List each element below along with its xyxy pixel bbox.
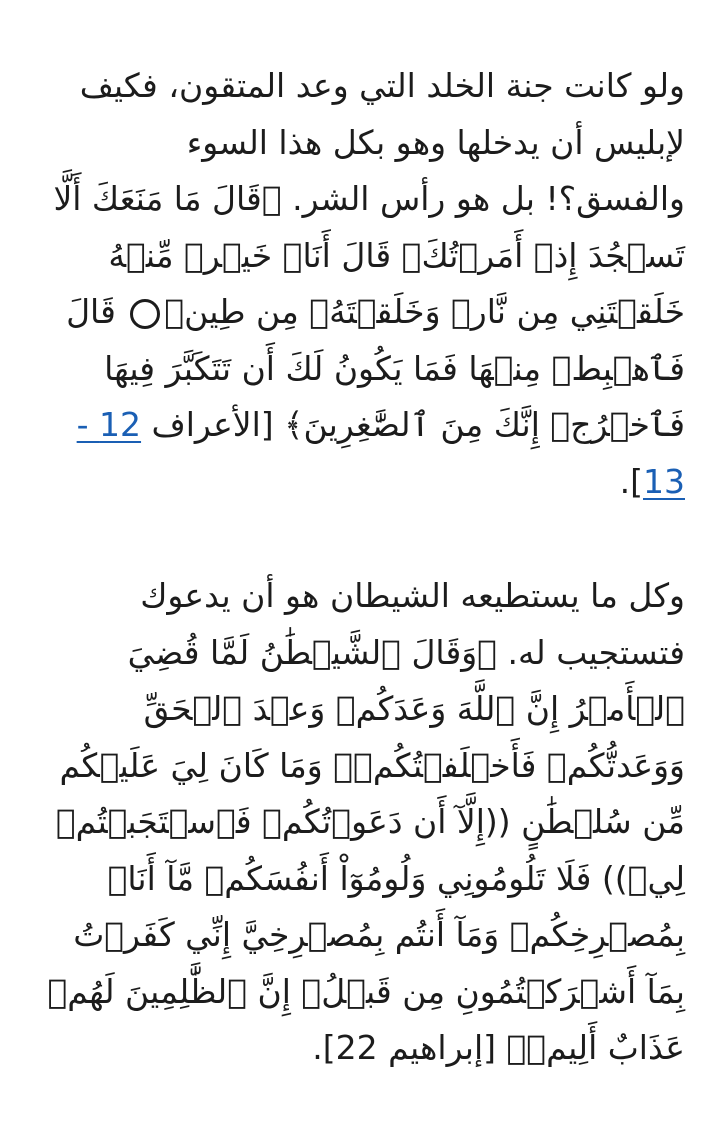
paragraph-iblis-arrogance <box>40 58 685 510</box>
article-body <box>40 58 685 1077</box>
paragraph-text-before: ولو كانت جنة الخلد التي وعد المتقون، فكيف لإبليس أن يدخلها وهو بكل هذا السوء والفسق؟! بل هو رأس الشر. ﴿قَالَ مَا مَنَعَكَ أَلَّا تَسۡجُدَ إِذۡ أَمَرۡتُكَۖ قَالَ أَنَا۠ خَيۡرٞ مِّنۡهُ خَلَقۡتَنِي مِن نَّارٖ وَخَلَقۡتَهُۥ مِن طِينٖ <box>53 66 685 331</box>
paragraph-satan-invitation: وكل ما يستطيعه الشيطان هو أن يدعوك فتستجيب له. ﴿وَقَالَ ٱلشَّيۡطَٰنُ لَمَّا قُضِيَ ٱلۡأَمۡرُ إِنَّ ٱللَّهَ وَعَدَكُمۡ وَعۡدَ ٱلۡحَقِّ وَوَعَدتُّكُمۡ فَأَخۡلَفۡتُكُمۡۖ وَمَا كَانَ لِيَ عَلَيۡكُم مِّن سُلۡطَٰنٍ ((إِلَّآ أَن دَعَوۡتُكُمۡ فَٱسۡتَجَبۡتُمۡ لِيۖ)) فَلَا تَلُومُونِي وَلُومُوٓاْ أَنفُسَكُمۖ مَّآ أَنَا۠ بِمُصۡرِخِكُمۡ وَمَآ أَنتُم بِمُصۡرِخِيَّ إِنِّي كَفَرۡتُ بِمَآ أَشۡرَكۡتُمُونِ مِن قَبۡلُۗ إِنَّ ٱلظَّٰلِمِينَ لَهُمۡ عَذَابٌ أَلِيمٞ﴾ [إبراهيم 22]. <box>47 576 685 1067</box>
ayah-end-icon <box>130 299 160 329</box>
paragraph-text-middle: قَالَ فَٱهۡبِطۡ مِنۡهَا فَمَا يَكُونُ لَكَ أَن تَتَكَبَّرَ فِيهَا فَٱخۡرُجۡ إِنَّكَ مِنَ ٱلصَّٰغِرِينَ﴾ [الأعراف <box>66 292 685 444</box>
paragraph-text-after: ]. <box>619 461 643 501</box>
quran-reference-link[interactable]: 12 - 13 <box>76 405 685 501</box>
